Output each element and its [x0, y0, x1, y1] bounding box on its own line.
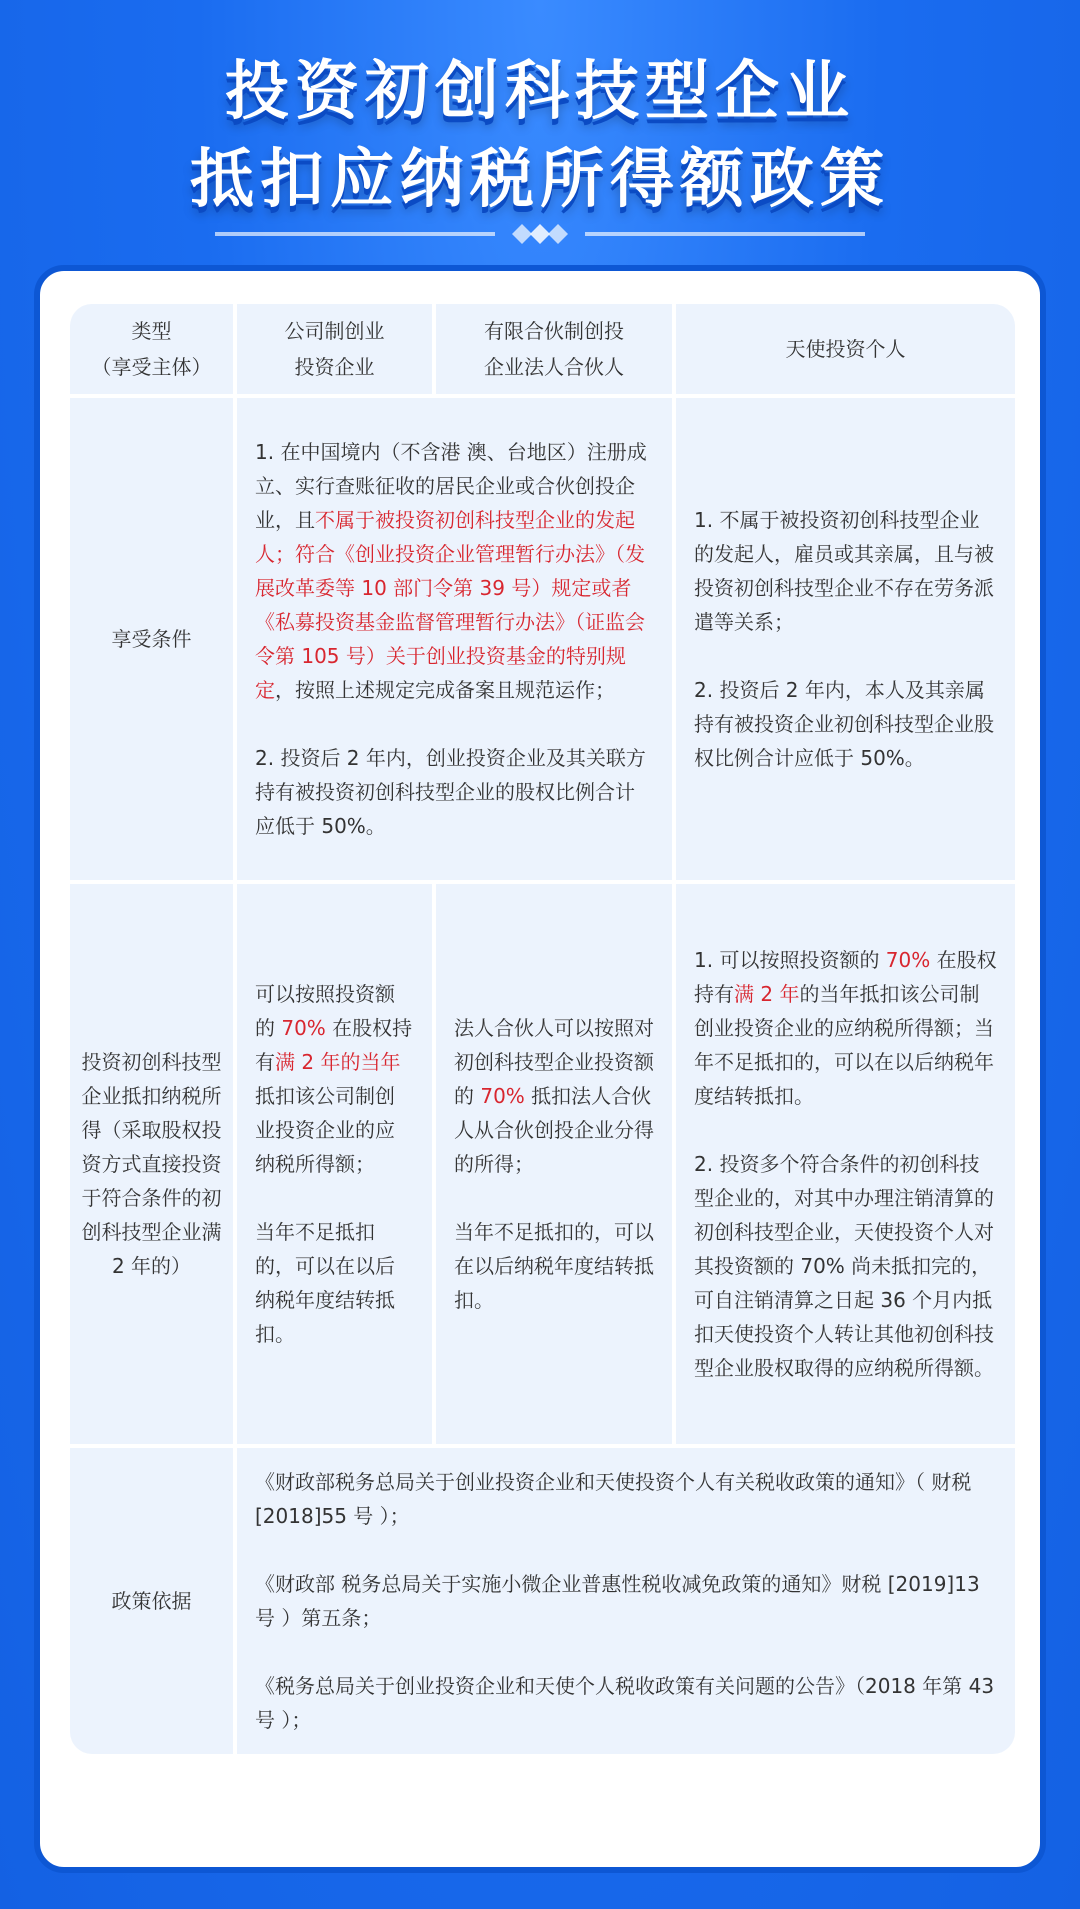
header-company: 公司制创业 投资企业: [237, 304, 432, 394]
condition-enterprise-p1: 1. 在中国境内（不含港 澳、台地区）注册成立、实行查账征收的居民企业或合伙创投企业，且不属于被投资初创科技型企业的发起人；符合《创业投资企业管理暂行办法》（发展改革委等 10 部门令第 39 号）规定或者《私募投资基金监督管理暂行办法》（证监会令第 105 号）关于创业投资基金的特别规定，按照上述规定完成备案且规范运作；: [255, 440, 647, 702]
deduction-partner-p2: 当年不足抵扣的，可以在以后纳税年度结转抵扣。: [454, 1220, 654, 1312]
basis-label: 政策依据: [70, 1448, 233, 1754]
policy-table: [66, 300, 1019, 1758]
header-row: [70, 304, 1015, 394]
deduction-partner-p1: 法人合伙人可以按照对初创科技型企业投资额的 70% 抵扣法人合伙人从合伙创投企业分得的所得；: [454, 1016, 654, 1176]
title-divider-right: [585, 232, 865, 236]
condition-row: [70, 398, 1015, 880]
basis-p1: 《财政部税务总局关于创业投资企业和天使投资个人有关税收政策的通知》（ 财税 [2018]55 号 ）；: [255, 1470, 972, 1528]
deduction-angel-p2: 2. 投资多个符合条件的初创科技型企业的，对其中办理注销清算的初创科技型企业，天使投资个人对其投资额的 70% 尚未抵扣完的，可自注销清算之日起 36 个月内抵扣天使投资个人转让其他初创科技型企业股权取得的应纳税所得额。: [694, 1152, 994, 1380]
page-title-line-1: 投资初创科技型企业: [225, 55, 855, 129]
condition-label: 享受条件: [70, 398, 233, 880]
title-divider-left: [215, 232, 495, 236]
divider-ornament-icon: [512, 224, 568, 244]
header-type: 类型 （享受主体）: [70, 304, 233, 394]
page-title-line-2: 抵扣应纳税所得额政策: [190, 143, 890, 217]
deduction-row: [70, 884, 1015, 1444]
deduction-label: 投资初创科技型企业抵扣纳税所得（采取股权投资方式直接投资于符合条件的初创科技型企业满 2 年的）: [70, 884, 233, 1444]
condition-enterprise-p2: 2. 投资后 2 年内，创业投资企业及其关联方持有被投资初创科技型企业的股权比例合计应低于 50%。: [255, 746, 646, 838]
deduction-angel-cell: [676, 884, 1015, 1444]
basis-p3: 《税务总局关于创业投资企业和天使个人税收政策有关问题的公告》（2018 年第 43 号 ）；: [255, 1674, 995, 1732]
deduction-company-p1: 可以按照投资额的 70% 在股权持有满 2 年的当年抵扣该公司制创业投资企业的应纳税所得额；: [255, 982, 413, 1176]
condition-enterprise-cell: [237, 398, 672, 880]
deduction-company-p2: 当年不足抵扣的，可以在以后纳税年度结转抵扣。: [255, 1220, 395, 1346]
header-angel: 天使投资个人: [676, 304, 1015, 394]
condition-angel-cell: [676, 398, 1015, 880]
condition-angel-p1: 1. 不属于被投资初创科技型企业的发起人，雇员或其亲属，且与被投资初创科技型企业不存在劳务派遣等关系；: [694, 508, 994, 634]
deduction-angel-p1: 1. 可以按照投资额的 70% 在股权持有满 2 年的当年抵扣该公司制创业投资企业的应纳税所得额；当年不足抵扣的，可以在以后纳税年度结转抵扣。: [694, 948, 997, 1108]
deduction-partner-cell: [436, 884, 672, 1444]
header-partnership: 有限合伙制创投 企业法人合伙人: [436, 304, 672, 394]
basis-row: [70, 1448, 1015, 1754]
condition-angel-p2: 2. 投资后 2 年内，本人及其亲属持有被投资企业初创科技型企业股权比例合计应低于 50%。: [694, 678, 994, 770]
deduction-company-cell: [237, 884, 432, 1444]
basis-p2: 《财政部 税务总局关于实施小微企业普惠性税收减免政策的通知》财税 [2019]13 号 ）第五条；: [255, 1572, 980, 1630]
basis-cell: [237, 1448, 1015, 1754]
